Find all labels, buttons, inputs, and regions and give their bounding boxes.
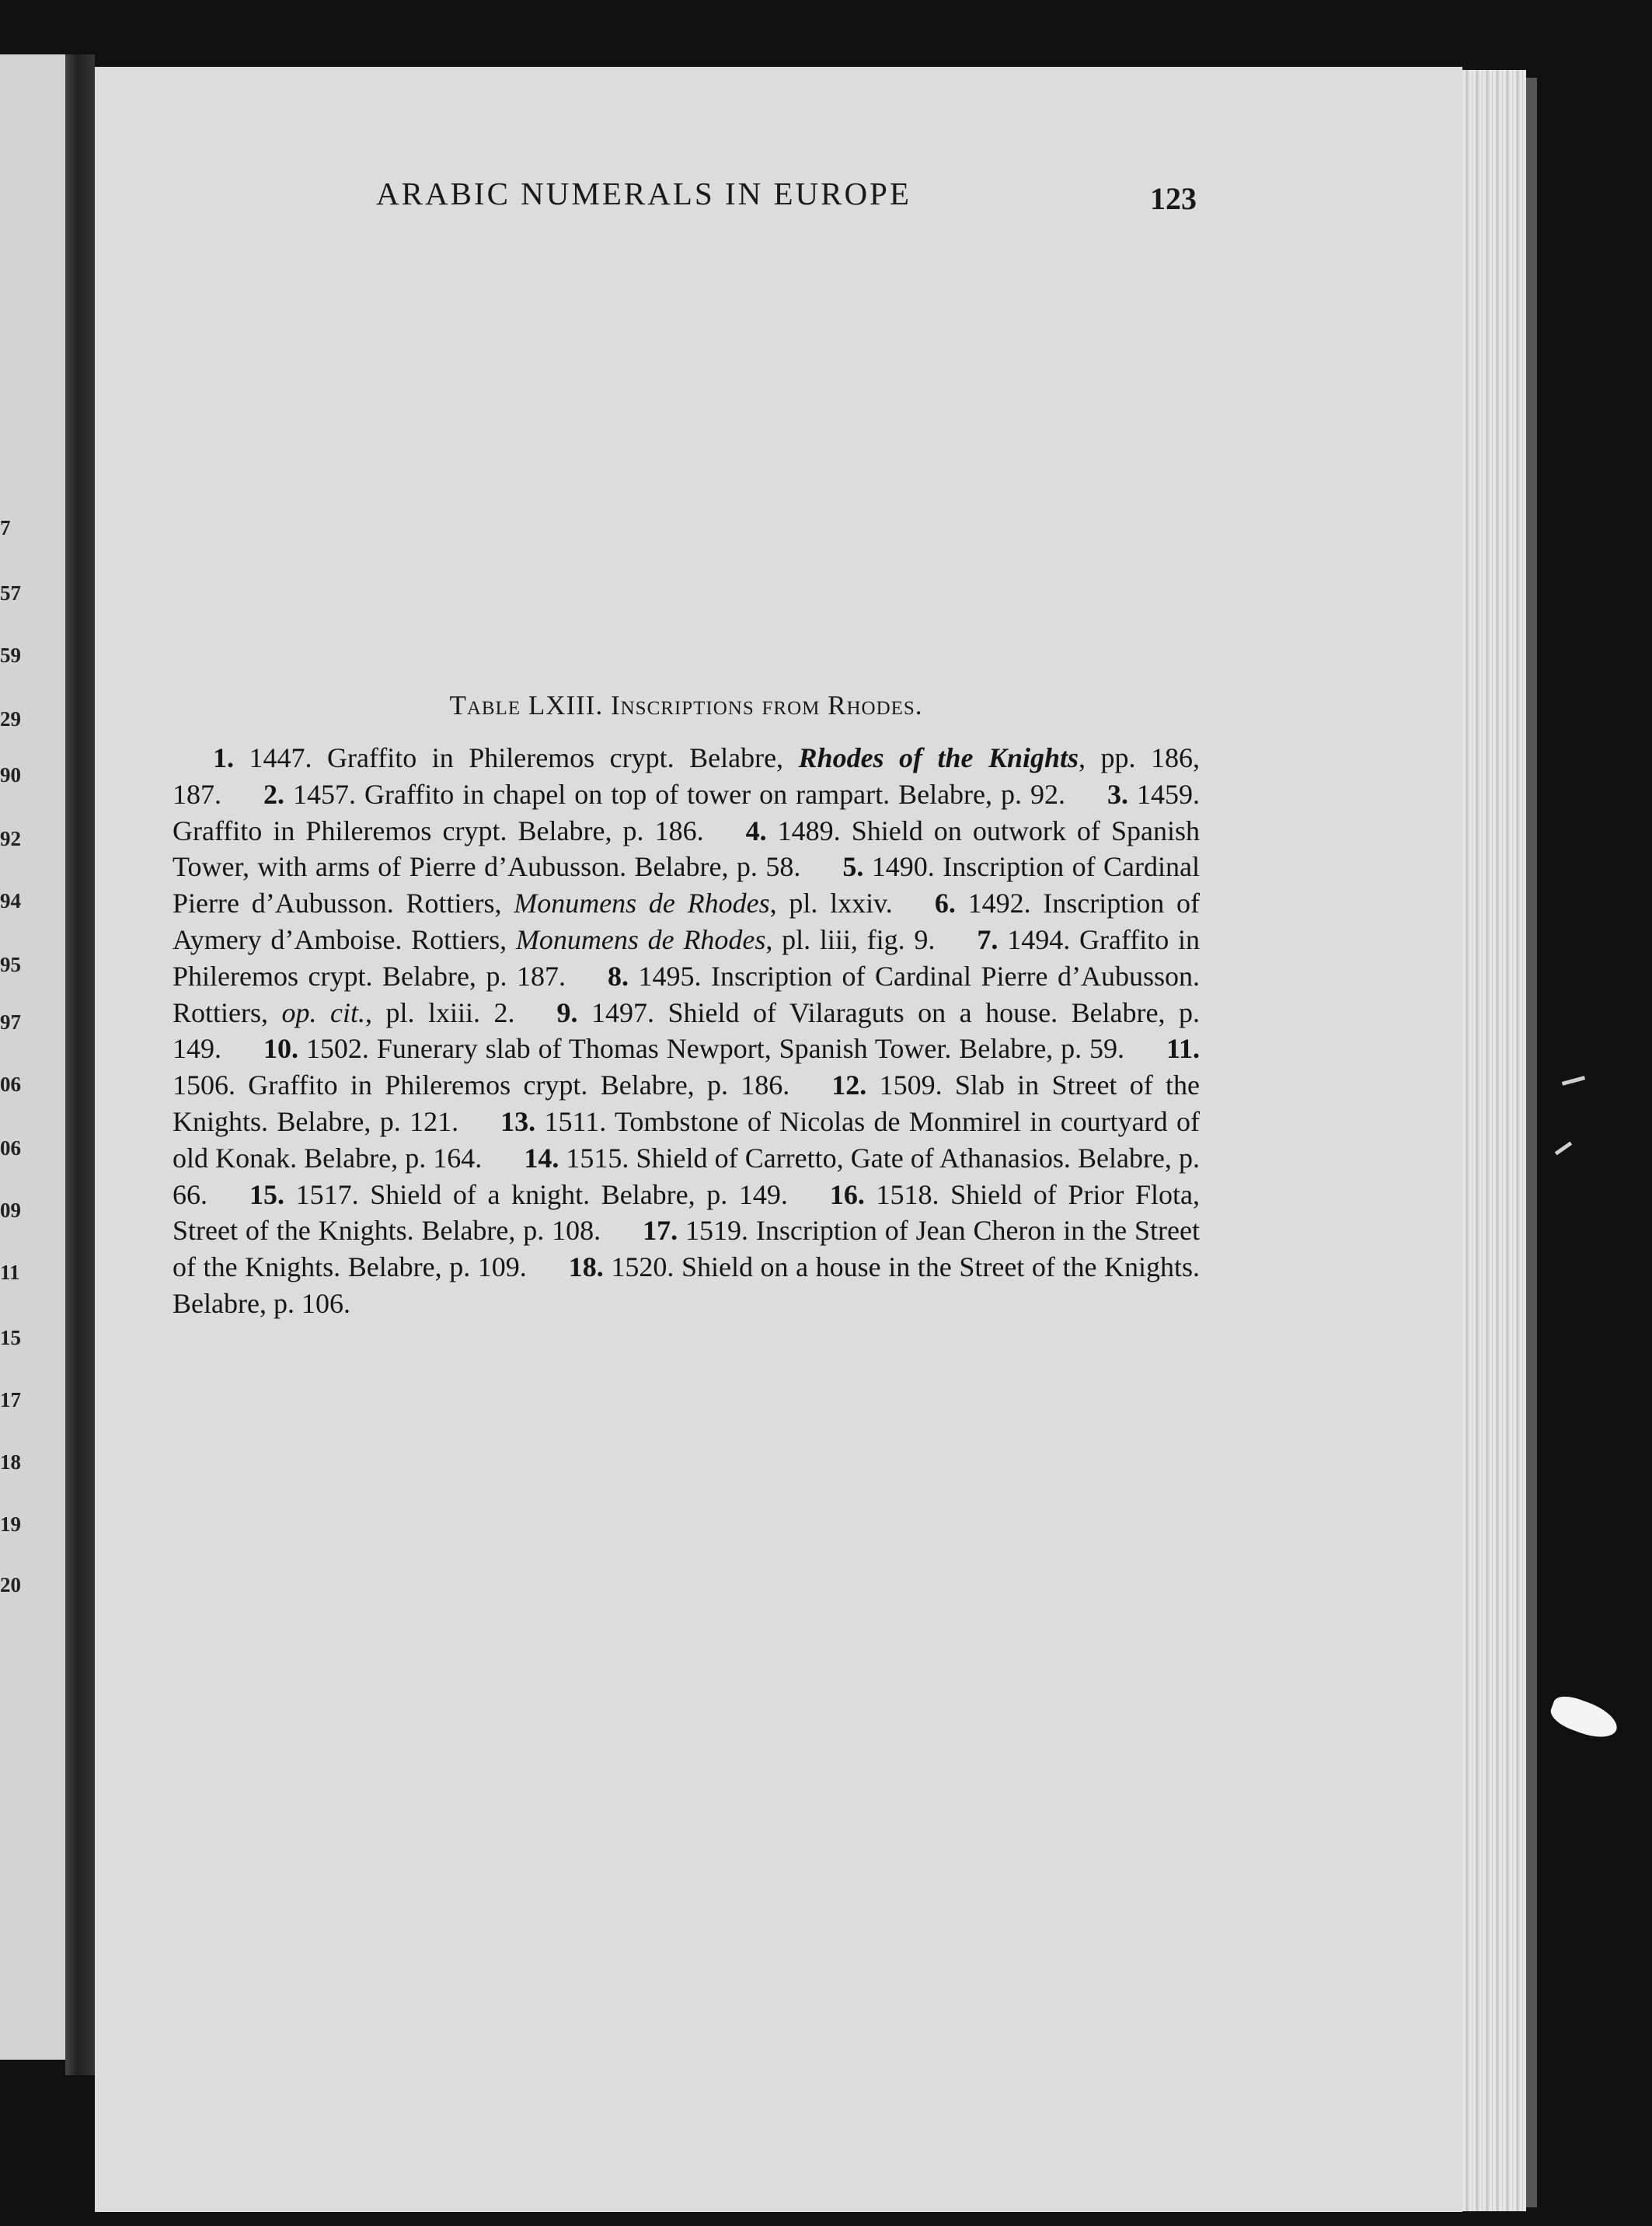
entry-title-italic: op. cit. xyxy=(281,996,365,1028)
entry-text: 1511. Tombstone of Nicolas de Monmirel in courtyard of old Konak. Belabre, p. 164. xyxy=(173,1105,1201,1174)
entry-text: 1520. Shield on a house in the Street of the Knights. Belabre, p. 106. xyxy=(173,1251,1201,1319)
entry-number: 17. xyxy=(643,1215,678,1247)
margin-number: 90 xyxy=(0,763,21,787)
entry-number: 7. xyxy=(977,923,999,955)
entry-number: 2. xyxy=(263,778,284,810)
page-stack-edges xyxy=(1462,70,1526,2211)
margin-number: 18 xyxy=(0,1450,21,1474)
entry-text: 1518. Shield of Prior Flota, Street of the Knights. Belabre, p. 108. xyxy=(173,1178,1200,1247)
entry-number: 5. xyxy=(842,851,864,883)
table-title: Table LXIII. Inscriptions from Rhodes. xyxy=(449,690,923,720)
entry-text-after: , pl. lxxiv. xyxy=(769,888,893,919)
entry-number: 3. xyxy=(1107,778,1128,810)
inscription-entry xyxy=(249,1179,788,1210)
entry-text: 1506. Graffito in Phileremos crypt. Belabre, p. 186. xyxy=(173,1069,790,1101)
binding-gutter xyxy=(65,54,95,2075)
entry-text: 1489. Shield on outwork of Spanish Tower, with arms of Pierre d’Aubusson. Belabre, p. 58. xyxy=(173,815,1201,883)
entry-text: 1497. Shield of Vilaraguts on a house. Belabre, p. 149. xyxy=(173,996,1201,1065)
entry-number: 1. xyxy=(213,742,234,773)
page-number: 123 xyxy=(1150,181,1197,216)
margin-number: 15 xyxy=(0,1326,21,1349)
entry-text: 1509. Slab in Street of the Knights. Belabre, p. 121. xyxy=(173,1069,1200,1137)
entry-number: 15. xyxy=(249,1178,284,1210)
entry-text: 1495. Inscription of Cardinal Pierre d’Aubusson. Rottiers, xyxy=(173,960,1201,1028)
margin-number: 95 xyxy=(0,953,21,976)
entry-text: 1515. Shield of Carretto, Gate of Athanasios. Belabre, p. 66. xyxy=(173,1142,1201,1210)
entry-text-after: , pl. liii, fig. 9. xyxy=(765,923,936,955)
scan-artifact xyxy=(1562,1076,1585,1086)
running-head: ARABIC NUMERALS IN EUROPE xyxy=(376,176,911,211)
margin-number: 97 xyxy=(0,1010,21,1034)
entry-text: 1517. Shield of a knight. Belabre, p. 149. xyxy=(295,1178,788,1210)
margin-number: 7 xyxy=(0,516,11,539)
entry-number: 18. xyxy=(568,1251,604,1283)
inscription-entry xyxy=(263,1033,1124,1064)
margin-number: 09 xyxy=(0,1198,21,1222)
entry-text: 1502. Funerary slab of Thomas Newport, Spanish Tower. Belabre, p. 59. xyxy=(305,1033,1124,1065)
margin-number: 57 xyxy=(0,581,21,605)
entry-number: 16. xyxy=(829,1178,865,1210)
entry-text: 1519. Inscription of Jean Cheron in the Street of the Knights. Belabre, p. 109. xyxy=(173,1215,1200,1283)
margin-number: 19 xyxy=(0,1512,21,1536)
entry-number: 9. xyxy=(556,996,578,1028)
scan-artifact xyxy=(1547,1691,1622,1744)
margin-number: 11 xyxy=(0,1261,20,1284)
entry-text: 1492. Inscription of Aymery d’Amboise. Rottiers, xyxy=(173,888,1201,955)
margin-number: 06 xyxy=(0,1136,21,1160)
entry-number: 13. xyxy=(500,1105,536,1137)
entry-title-italic: Monumens de Rhodes xyxy=(514,888,770,919)
entry-text: 1447. Graffito in Phileremos crypt. Belabre, xyxy=(249,742,799,773)
entry-text: 1494. Graffito in Phileremos crypt. Belabre, p. 187. xyxy=(173,923,1201,992)
margin-number: 06 xyxy=(0,1073,21,1096)
entry-title-italic: Monumens de Rhodes xyxy=(515,923,766,955)
margin-number: 59 xyxy=(0,644,21,667)
inscription-list xyxy=(173,740,1200,1322)
entry-number: 6. xyxy=(934,888,956,919)
margin-number: 20 xyxy=(0,1573,21,1596)
scan-artifact xyxy=(1555,1142,1573,1156)
entry-number: 4. xyxy=(745,815,767,846)
entry-number: 10. xyxy=(263,1033,298,1065)
entry-number: 8. xyxy=(607,960,629,992)
margin-number: 17 xyxy=(0,1388,21,1411)
margin-number: 92 xyxy=(0,827,21,850)
entry-text: 1457. Graffito in chapel on top of tower on rampart. Belabre, p. 92. xyxy=(293,778,1065,810)
margin-number: 29 xyxy=(0,707,21,731)
entry-number: 14. xyxy=(524,1142,559,1174)
entry-text: 1459. Graffito in Phileremos crypt. Belabre, p. 186. xyxy=(173,778,1200,846)
entry-text-after: , pl. lxiii. 2. xyxy=(364,996,515,1028)
entry-number: 12. xyxy=(831,1069,867,1101)
previous-page-edge xyxy=(0,54,68,2060)
inscription-entry xyxy=(263,779,1065,810)
entry-text-after: , pp. 186, 187. xyxy=(173,742,1200,810)
entry-text: 1490. Inscription of Cardinal Pierre d’Aubusson. Rottiers, xyxy=(173,851,1201,919)
entry-title-italic: Rhodes of the Knights xyxy=(798,742,1079,773)
page-stack-shadow xyxy=(1526,78,1537,2207)
margin-number: 94 xyxy=(0,889,21,912)
entry-number: 11. xyxy=(1166,1033,1201,1065)
